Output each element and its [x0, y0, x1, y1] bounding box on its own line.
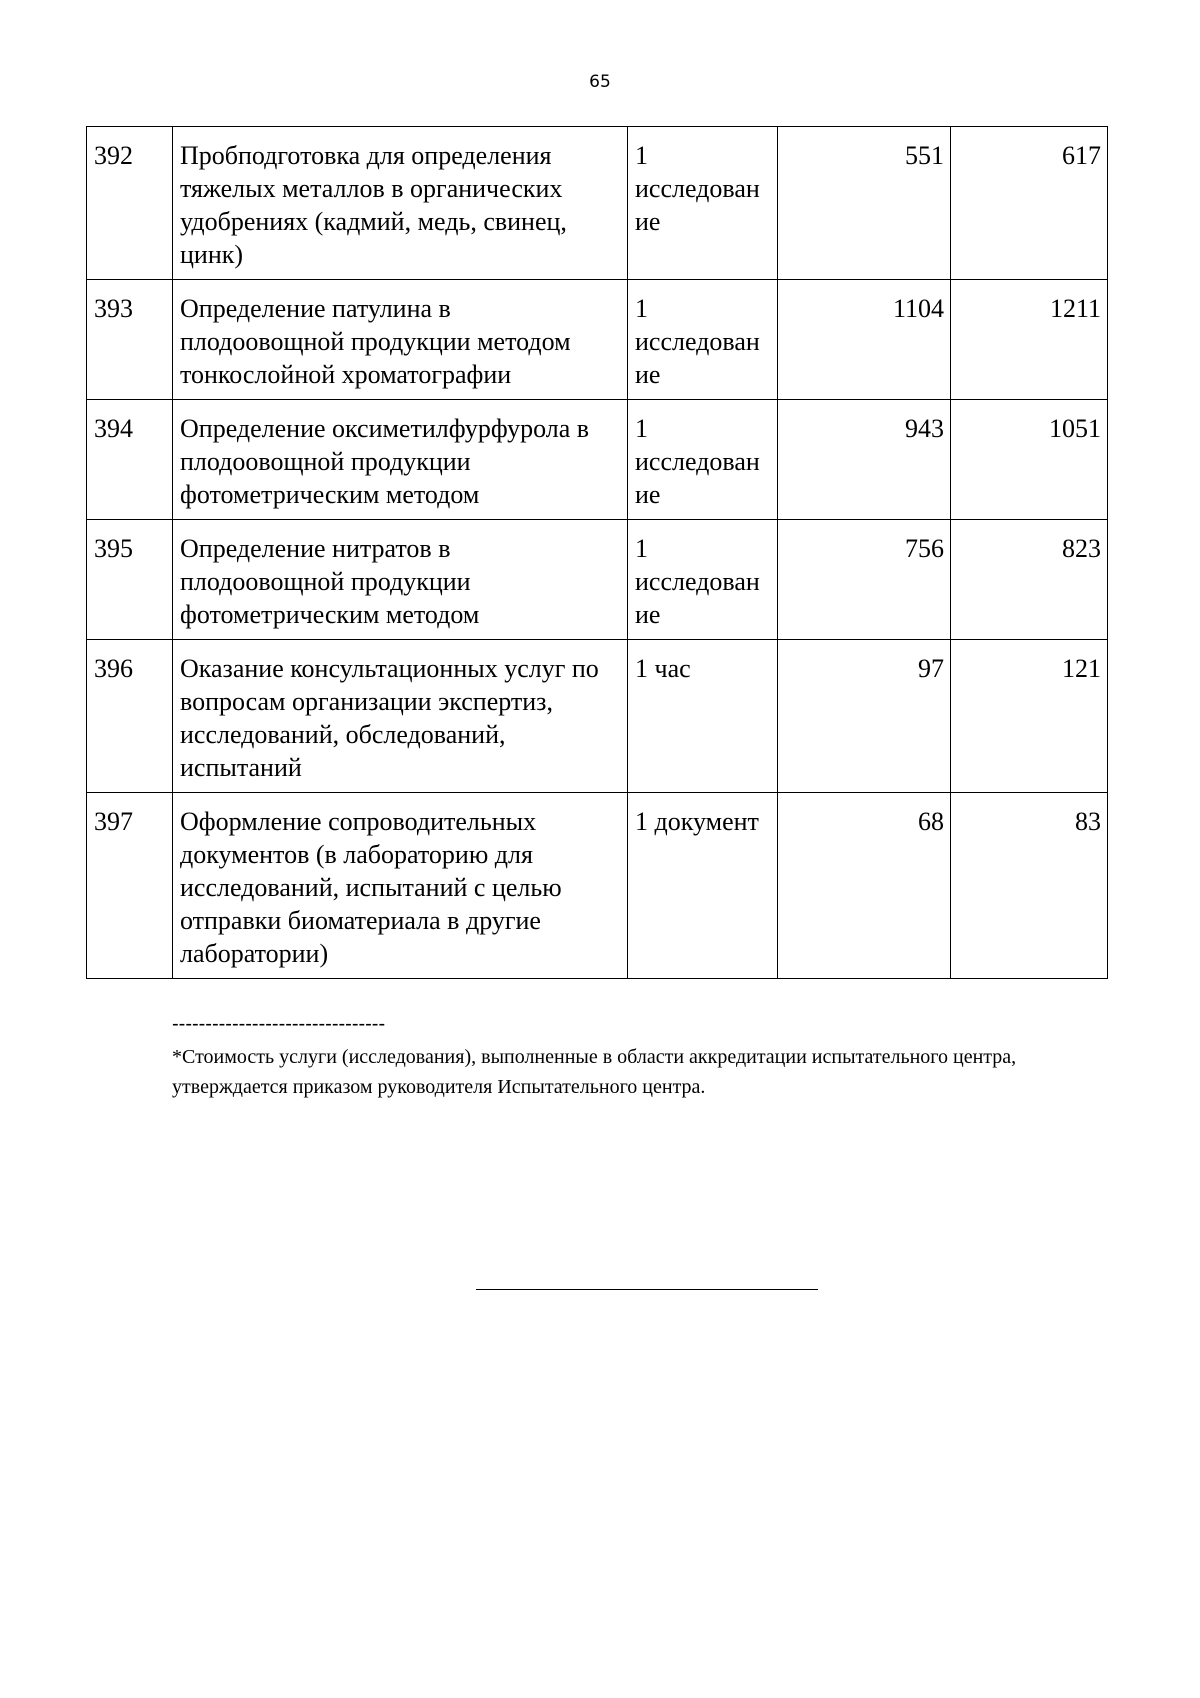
table-row: [87, 127, 1108, 280]
price-cell: 1211: [951, 280, 1108, 400]
footnote-text: *Стоимость услуги (исследования), выполненные в области аккредитации испытательного центра, утверждается приказом руководителя Испытательного центра.: [172, 1046, 1017, 1098]
service-unit: 1 документ: [628, 793, 778, 979]
service-unit: 1 исследован ие: [628, 280, 778, 400]
row-number: 392: [87, 127, 173, 280]
row-number: 397: [87, 793, 173, 979]
price-table: [86, 126, 1108, 979]
price-cell: 68: [778, 793, 951, 979]
table-row: [87, 793, 1108, 979]
price-cell: 1104: [778, 280, 951, 400]
row-number: 396: [87, 640, 173, 793]
page-number: 65: [589, 72, 611, 92]
price-cell: 617: [951, 127, 1108, 280]
service-name: Пробподготовка для определения тяжелых металлов в органических удобрениях (кадмий, медь, свинец, цинк): [173, 127, 628, 280]
service-name: Оформление сопроводительных документов (в лабораторию для исследований, испытаний с целью отправки биоматериала в другие лаборатории): [173, 793, 628, 979]
service-name: Оказание консультационных услуг по вопросам организации экспертиз, исследований, обследований, испытаний: [173, 640, 628, 793]
service-unit: 1 исследован ие: [628, 127, 778, 280]
row-number: 393: [87, 280, 173, 400]
price-cell: 756: [778, 520, 951, 640]
price-cell: 83: [951, 793, 1108, 979]
table-row: [87, 280, 1108, 400]
service-unit: 1 час: [628, 640, 778, 793]
table-row: [87, 520, 1108, 640]
service-unit: 1 исследован ие: [628, 520, 778, 640]
service-name: Определение патулина в плодоовощной продукции методом тонкослойной хроматографии: [173, 280, 628, 400]
row-number: 394: [87, 400, 173, 520]
table-row: [87, 400, 1108, 520]
price-cell: 121: [951, 640, 1108, 793]
signature-line: [476, 1289, 818, 1290]
service-name: Определение оксиметилфурфурола в плодоовощной продукции фотометрическим методом: [173, 400, 628, 520]
price-cell: 551: [778, 127, 951, 280]
footnote-separator: --------------------------------: [172, 1013, 386, 1035]
service-unit: 1 исследован ие: [628, 400, 778, 520]
price-cell: 1051: [951, 400, 1108, 520]
price-cell: 943: [778, 400, 951, 520]
service-name: Определение нитратов в плодоовощной продукции фотометрическим методом: [173, 520, 628, 640]
table-row: [87, 640, 1108, 793]
price-cell: 823: [951, 520, 1108, 640]
price-cell: 97: [778, 640, 951, 793]
row-number: 395: [87, 520, 173, 640]
